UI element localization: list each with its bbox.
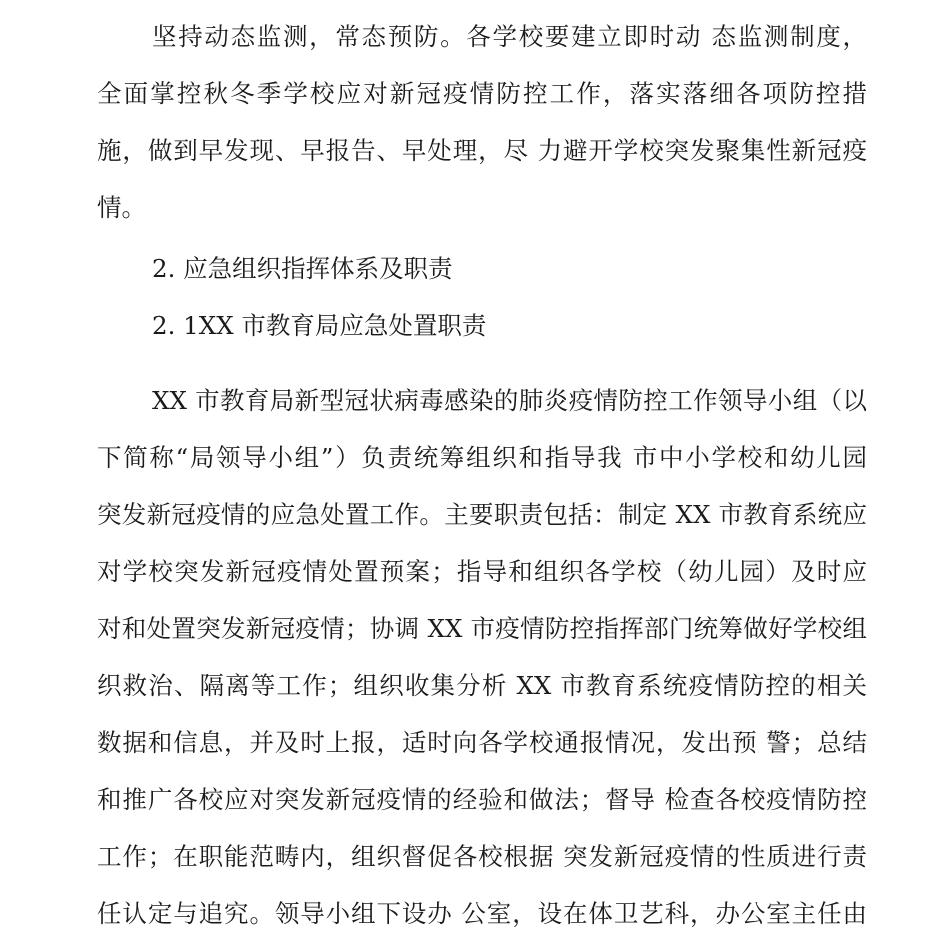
- para2-line-7: 数据和信息，并及时上报，适时向各学校通报情况，发出预 警；总结: [97, 728, 867, 757]
- para2-line-6: 织救治、隔离等工作；组织收集分析 XX 市教育系统疫情防控的相关: [97, 671, 867, 700]
- section-heading-2-1: 2. 1XX 市教育局应急处置职责: [152, 311, 487, 340]
- section-heading-2: 2. 应急组织指挥体系及职责: [152, 254, 453, 283]
- para2-line-3: 突发新冠疫情的应急处置工作。主要职责包括：制定 XX 市教育系统应: [97, 500, 867, 529]
- para1-line-4: 情。: [97, 193, 146, 222]
- para2-line-2: 下简称“局领导小组”）负责统筹组织和指导我 市中小学校和幼儿园: [97, 443, 867, 472]
- para2-line-8: 和推广各校应对突发新冠疫情的经验和做法；督导 检查各校疫情防控: [97, 785, 867, 814]
- para2-line-9: 工作；在职能范畴内，组织督促各校根据 突发新冠疫情的性质进行责: [97, 842, 867, 871]
- para2-line-4: 对学校突发新冠疫情处置预案；指导和组织各学校（幼儿园）及时应: [97, 557, 867, 586]
- para2-line-5: 对和处置突发新冠疫情；协调 XX 市疫情防控指挥部门统筹做好学校组: [97, 614, 867, 643]
- para2-line-1: XX 市教育局新型冠状病毒感染的肺炎疫情防控工作领导小组（以: [152, 386, 867, 415]
- para2-line-10: 任认定与追究。领导小组下设办 公室，设在体卫艺科，办公室主任由: [97, 899, 867, 928]
- para1-line-1: 坚持动态监测，常态预防。各学校要建立即时动 态监测制度，: [152, 22, 867, 51]
- para1-line-3: 施，做到早发现、早报告、早处理，尽 力避开学校突发聚集性新冠疫: [97, 136, 867, 165]
- para1-line-2: 全面掌控秋冬季学校应对新冠疫情防控工作，落实落细各项防控措: [97, 79, 867, 108]
